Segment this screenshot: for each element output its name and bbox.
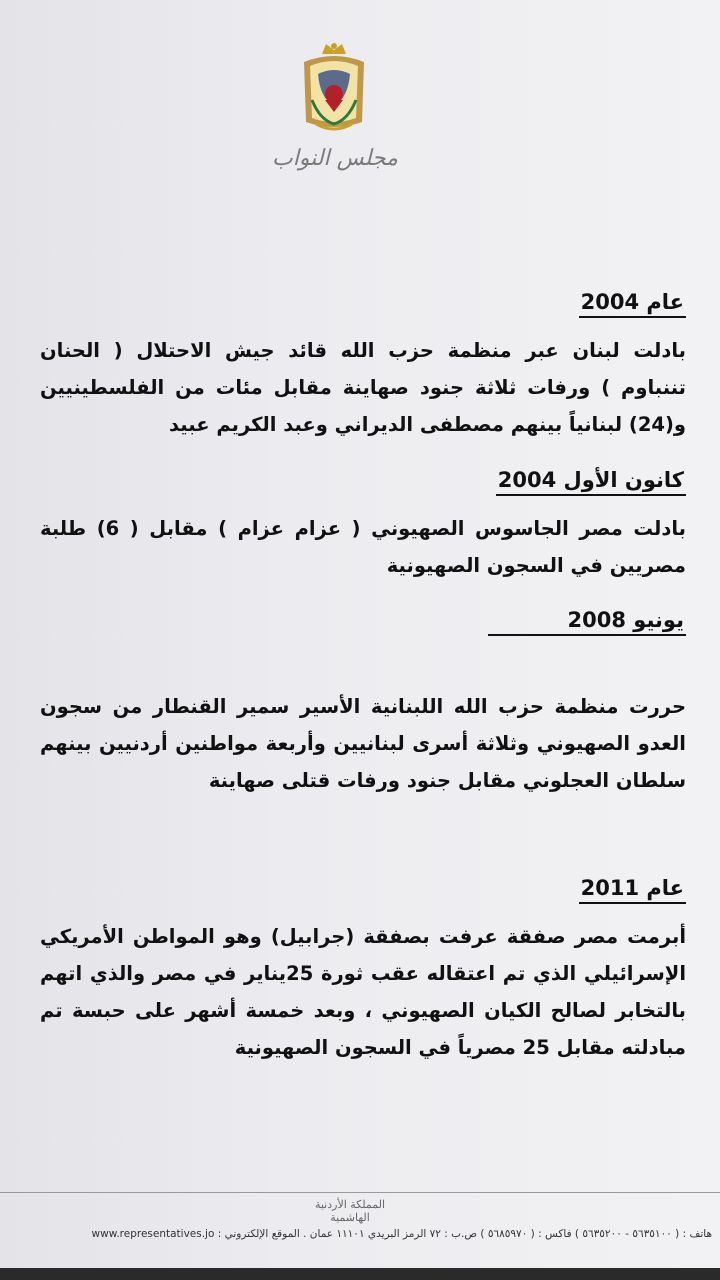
section-paragraph: بادلت لبنان عبر منظمة حزب الله قائد جيش الاحتلال ( الحنان تننباوم ) ورفات ثلاثة جنود صهاينة مقابل مئات من الفلسطينيين و(24) لبنانياً بينهم مصطفى الديراني وعبد الكريم عبيد (40, 339, 686, 436)
bottom-dark-band (0, 1268, 720, 1280)
footer-contact-text: هاتف : ( ٥٦٣٥١٠٠ - ٥٦٣٥٢٠٠ ) فاكس : ( ٥٦٨٥٩٧٠ ) ص.ب : ٧٢ الرمز البريدي ١١١٠١ عمان . الموقع الإلكتروني : (217, 1228, 712, 1240)
section-june-2008 (40, 608, 686, 799)
council-name-logotype: مجلس النواب (272, 146, 398, 171)
section-heading: عام 2011 (579, 876, 686, 904)
section-paragraph: أبرمت مصر صفقة عرفت بصفقة (جرابيل) وهو المواطن الأمريكي الإسرائيلي الذي تم اعتقاله عقب ثورة 25يناير في مصر والذي اتهم بالتخابر لصالح الكيان الصهيوني ، وبعد خمسة أشهر على حبسة تم مبادلته مقابل 25 مصرياً في السجون الصهيونية (40, 925, 687, 1059)
footer-contact-line (12, 1228, 712, 1240)
footer-website-link[interactable]: www.representatives.jo (91, 1228, 215, 1240)
section-heading: عام 2004 (579, 290, 686, 318)
coat-of-arms-emblem (298, 40, 370, 136)
section-heading: كانون الأول 2004 (496, 468, 686, 496)
footer-divider (0, 1192, 720, 1193)
section-2011 (40, 876, 686, 1066)
footer-kingdom-name: المملكة الأردنية الهاشمية (314, 1198, 386, 1224)
section-heading: يونيو 2008 (488, 608, 686, 636)
section-2004 (40, 290, 686, 443)
section-paragraph: بادلت مصر الجاسوس الصهيوني ( عزام عزام ) مقابل ( 6) طلبة مصريين في السجون الصهيونية (40, 517, 686, 577)
section-paragraph: حررت منظمة حزب الله اللبنانية الأسير سمير القنطار من سجون العدو الصهيوني وثلاثة أسرى لبنانيين وأربعة مواطنين أردنيين بينهم سلطان العجلوني مقابل جنود ورفات قتلى صهاينة (40, 695, 686, 792)
section-december-2004 (40, 468, 686, 584)
